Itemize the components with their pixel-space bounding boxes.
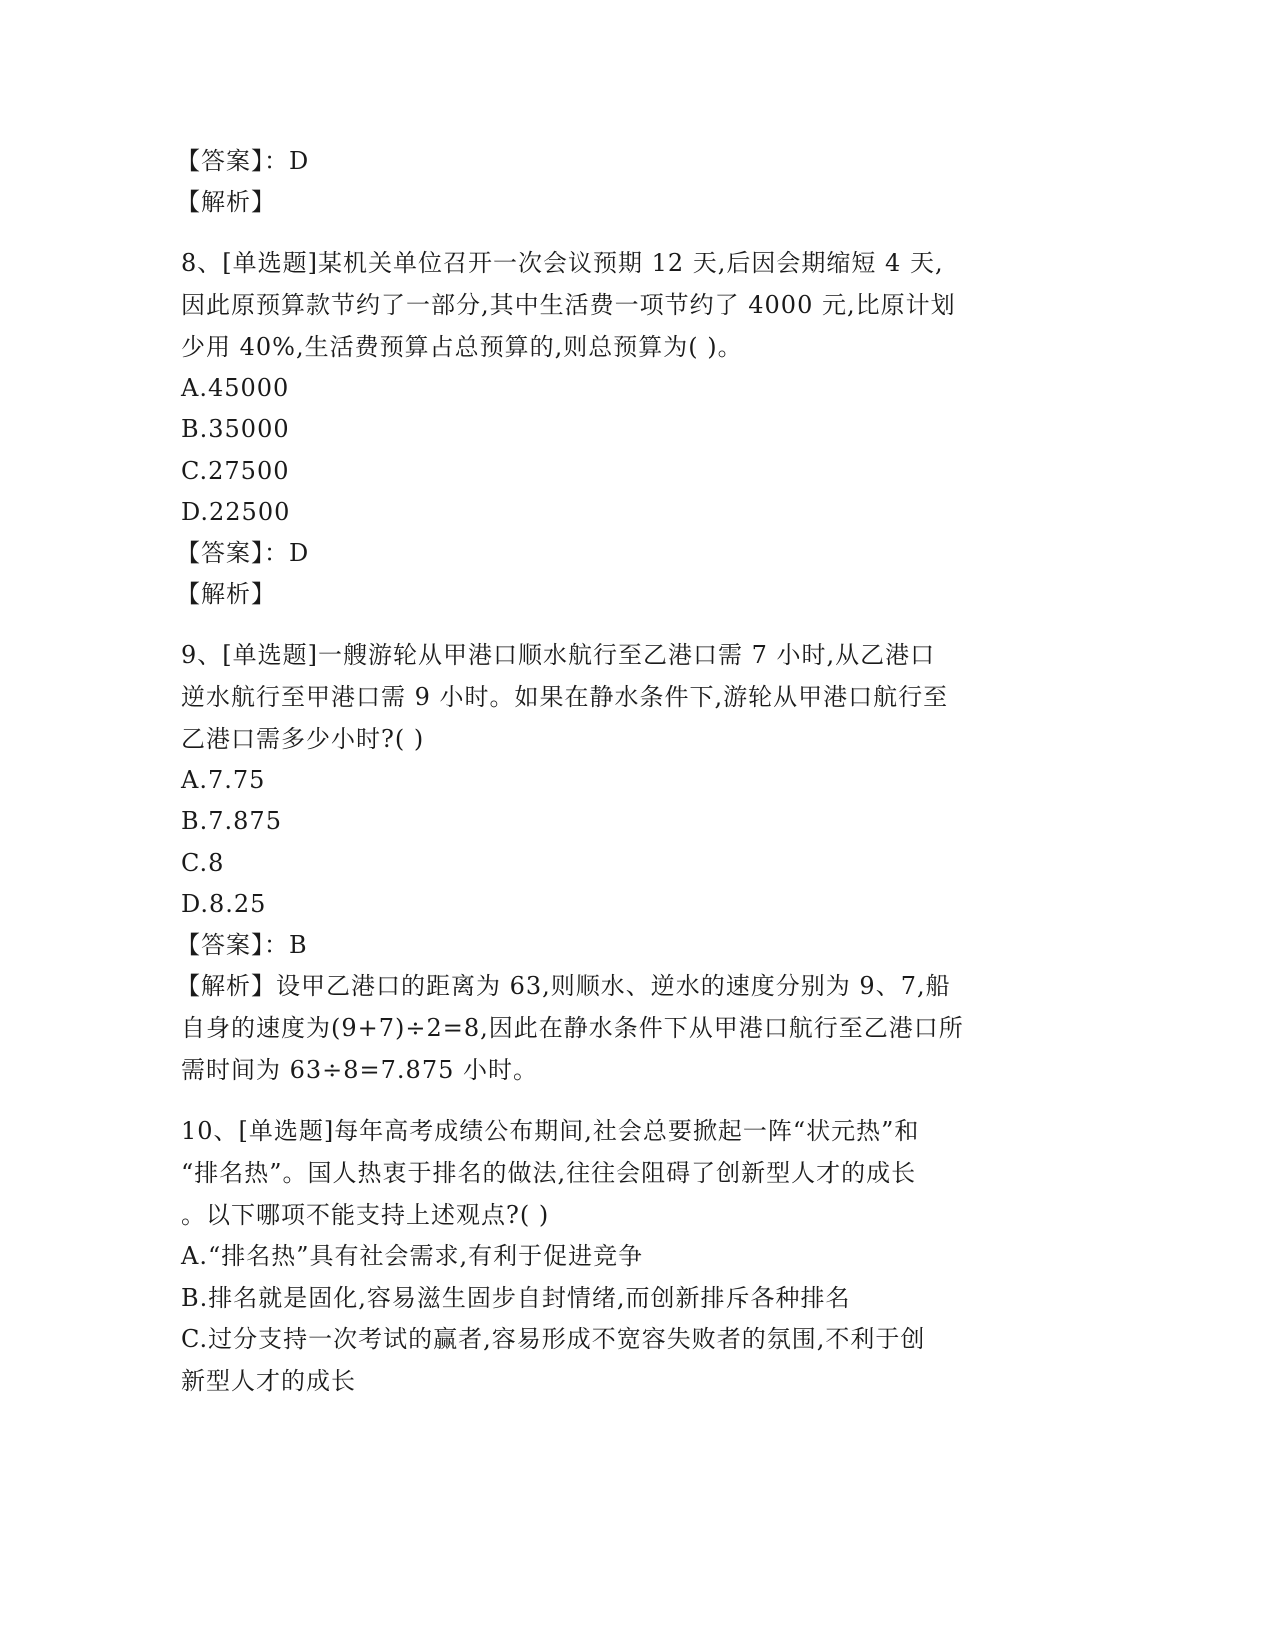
option-d: D.22500 [181,498,291,526]
question-text: 9、[单选题]一艘游轮从甲港口顺水航行至乙港口需 7 小时,从乙港口 [181,641,936,669]
answer-line: 【答案】：D [176,539,310,567]
answer-line: 【答案】：D [176,147,310,175]
option-b: B.35000 [181,415,290,443]
question-text: 。以下哪项不能支持上述观点?( ) [181,1201,550,1229]
question-text: “排名热”。国人热衷于排名的做法,往往会阻碍了创新型人才的成长 [181,1159,917,1187]
answer-line: 【答案】：B [176,931,308,959]
option-c: C.过分支持一次考试的赢者,容易形成不宽容失败者的氛围,不利于创 [181,1325,926,1353]
question-text: 少用 40%,生活费预算占总预算的,则总预算为( )。 [181,333,743,361]
analysis-line: 【解析】 [176,580,276,608]
question-text: 逆水航行至甲港口需 9 小时。如果在静水条件下,游轮从甲港口航行至 [181,683,949,711]
option-c: C.8 [181,849,225,877]
question-text: 因此原预算款节约了一部分,其中生活费一项节约了 4000 元,比原计划 [181,291,956,319]
analysis-line: 自身的速度为(9+7)÷2=8,因此在静水条件下从甲港口航行至乙港口所 [181,1014,964,1042]
analysis-line: 【解析】设甲乙港口的距离为 63,则顺水、逆水的速度分别为 9、7,船 [176,972,951,1000]
question-text: 乙港口需多少小时?( ) [181,725,425,753]
analysis-line: 需时间为 63÷8=7.875 小时。 [181,1056,538,1084]
analysis-line: 【解析】 [176,188,276,216]
option-d: D.8.25 [181,890,267,918]
option-a: A.7.75 [181,766,266,794]
question-text: 10、[单选题]每年高考成绩公布期间,社会总要掀起一阵“状元热”和 [181,1117,920,1145]
option-c: C.27500 [181,457,290,485]
option-b: B.7.875 [181,807,282,835]
option-a: A.45000 [181,374,290,402]
question-text: 8、[单选题]某机关单位召开一次会议预期 12 天,后因会期缩短 4 天, [181,249,944,277]
option-c-continuation: 新型人才的成长 [181,1367,356,1395]
option-a: A.“排名热”具有社会需求,有利于促进竞争 [181,1242,644,1270]
option-b: B.排名就是固化,容易滋生固步自封情绪,而创新排斥各种排名 [181,1284,851,1312]
